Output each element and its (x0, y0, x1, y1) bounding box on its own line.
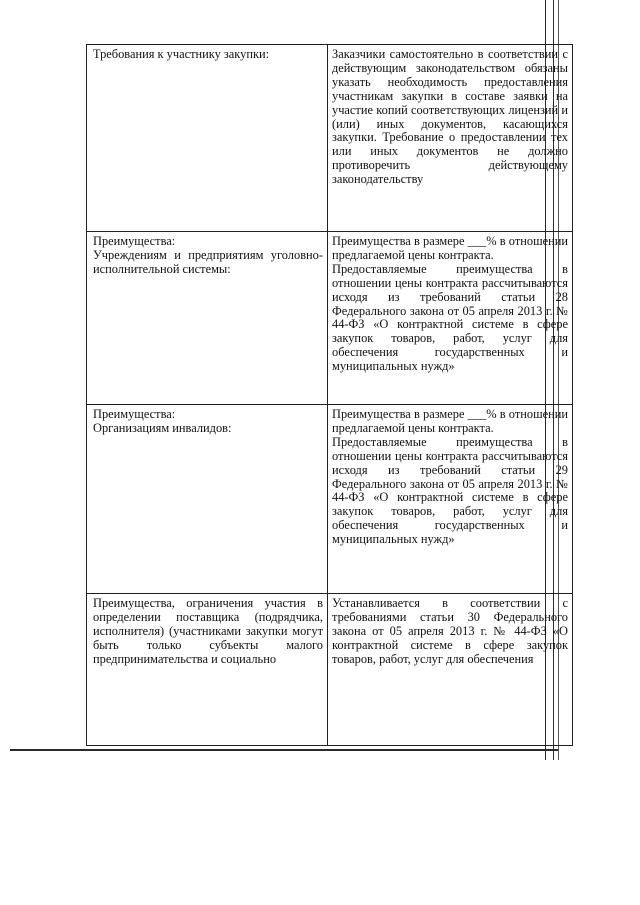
table-row (87, 405, 573, 594)
cell-text: Заказчики самостоятельно в соответствии с действующим законодательством обязаны указать необходимость предоставления участникам закупки в составе заявки на участие копий соответствующих лицензий и (или) иных документов, касающихся закупки. Требование о предоставлении тех или иных документов не должно противоречить действующему законодательству (332, 47, 568, 187)
row-label-disabled-organizations-advantages (87, 405, 328, 594)
cell-text: Преимущества в размере ___% в отношении предлагаемой цены контракта. (332, 407, 568, 435)
row-value-disabled-organizations-advantages (328, 405, 573, 594)
cell-text: Учреждениям и предприятиям уголовно-исполнительной системы: (93, 247, 323, 276)
row-value-small-business-restrictions (328, 594, 573, 746)
row-value-participant-requirements (328, 45, 573, 232)
row-label-participant-requirements (87, 45, 328, 232)
table-row (87, 45, 573, 232)
cell-heading: Преимущества: (93, 234, 176, 248)
table-row (87, 594, 573, 746)
cell-text: Организациям инвалидов: (93, 420, 232, 435)
cell-text: Преимущества, ограничения участия в определении поставщика (подрядчика, исполнителя) (участниками закупки могут быть только субъекты малого предпринимательства и социально (93, 596, 323, 666)
cell-text: Устанавливается в соответствии с требованиями статьи 30 Федерального закона от 05 апреля 2013 г. № 44-ФЗ «О контрактной системе в сфере закупок товаров, работ, услуг для обеспечения (332, 596, 568, 666)
cell-text: Предоставляемые преимущества в отношении цены контракта рассчитываются исходя из требований статьи 29 Федерального закона от 05 апреля 2013 г. № 44-ФЗ «О контрактной системе в сфере закупок товаров, работ, услуг для обеспечения государственных и муниципальных нужд» (332, 434, 568, 547)
table-row (87, 232, 573, 405)
cell-text: Требования к участнику закупки: (93, 47, 270, 61)
cell-text: Предоставляемые преимущества в отношении цены контракта рассчитываются исходя из требований статьи 28 Федерального закона от 05 апреля 2013 г. № 44-ФЗ «О контрактной системе в сфере закупок товаров, работ, услуг для обеспечения государственных и муниципальных нужд» (332, 261, 568, 374)
row-label-small-business-restrictions (87, 594, 328, 746)
row-label-penal-system-advantages (87, 232, 328, 405)
cell-heading: Преимущества: (93, 407, 176, 421)
row-value-penal-system-advantages (328, 232, 573, 405)
requirements-table (86, 44, 573, 746)
cell-text: Преимущества в размере ___% в отношении предлагаемой цены контракта. (332, 234, 568, 262)
scan-artifact-horizontal-rule (10, 749, 558, 751)
